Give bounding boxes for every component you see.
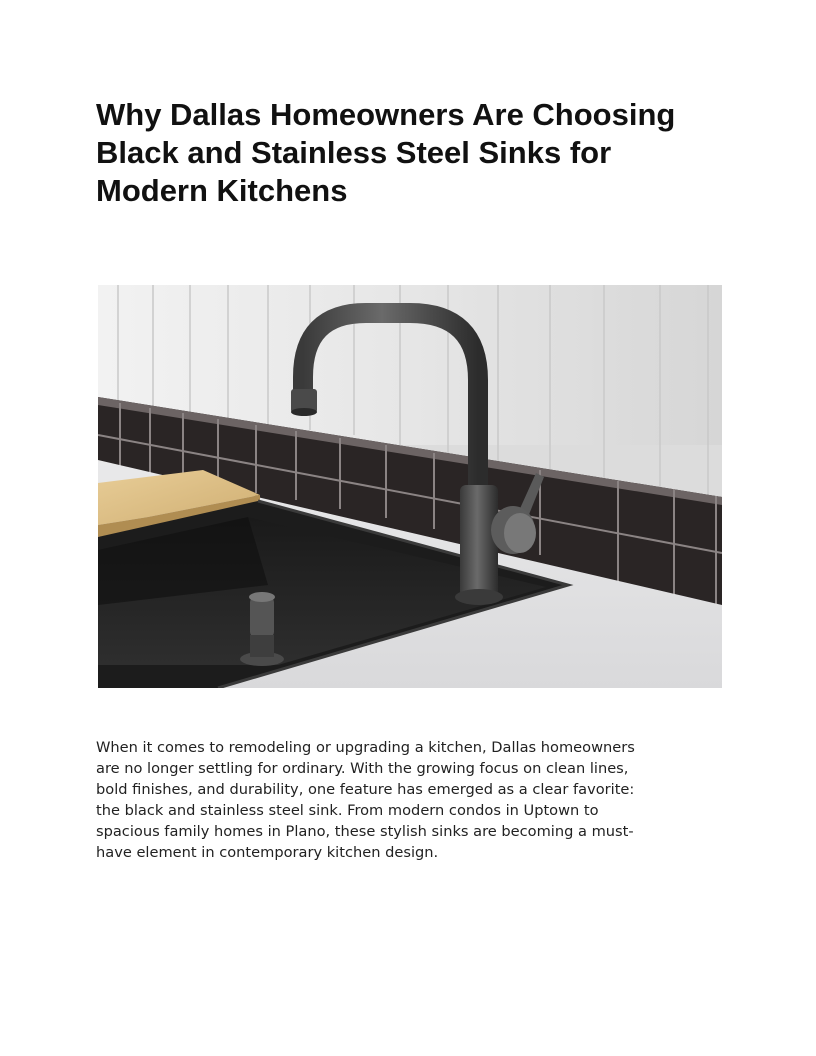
body-line: bold finishes, and durability, one feature has emerged as a clear favorite:	[96, 781, 635, 798]
body-line: the black and stainless steel sink. From modern condos in Uptown to	[96, 802, 599, 819]
article-body	[96, 737, 696, 863]
title-line: Modern Kitchens	[96, 173, 348, 208]
body-line: have element in contemporary kitchen design.	[96, 844, 439, 861]
article-title	[96, 96, 716, 210]
title-line: Why Dallas Homeowners Are Choosing	[96, 97, 676, 132]
body-line: spacious family homes in Plano, these stylish sinks are becoming a must-	[96, 823, 634, 840]
title-line: Black and Stainless Steel Sinks for	[96, 135, 612, 170]
kitchen-sink-photo	[98, 285, 722, 688]
body-line: When it comes to remodeling or upgrading a kitchen, Dallas homeowners	[96, 739, 635, 756]
body-line: are no longer settling for ordinary. With the growing focus on clean lines,	[96, 760, 629, 777]
